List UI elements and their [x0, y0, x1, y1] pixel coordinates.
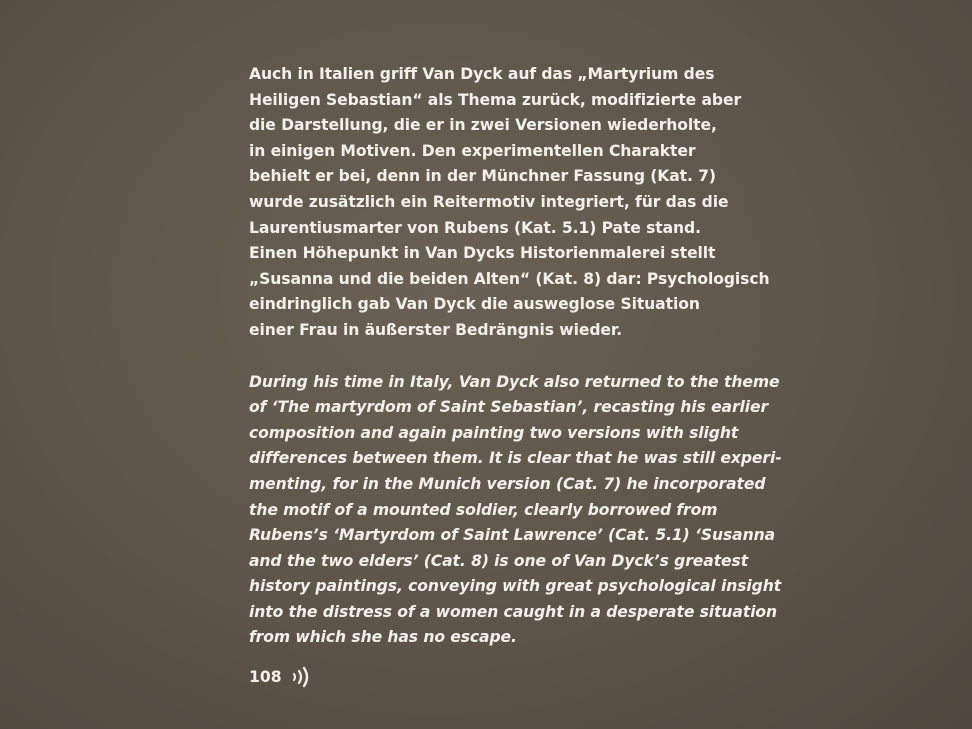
german-line: Heiligen Sebastian“ als Thema zurück, modifizierte aber	[249, 90, 742, 109]
english-line: menting, for in the Munich version (Cat. 7) he incorporated	[249, 474, 766, 493]
german-line: wurde zusätzlich ein Reitermotiv integriert, für das die	[249, 192, 729, 211]
german-line: in einigen Motiven. Den experimentellen Charakter	[249, 141, 696, 160]
english-line: into the distress of a women caught in a desperate situation	[249, 602, 778, 621]
audio-guide-marker	[249, 665, 749, 689]
german-line: Einen Höhepunkt in Van Dycks Historienmalerei stellt	[249, 244, 716, 263]
english-paragraph	[249, 370, 782, 652]
english-line: composition and again painting two versions with slight	[249, 423, 739, 442]
english-line: differences between them. It is clear that he was still experi-	[249, 449, 782, 468]
german-line: eindringlich gab Van Dyck die ausweglose Situation	[249, 295, 700, 314]
english-line: history paintings, conveying with great psychological insight	[249, 577, 782, 596]
audio-guide-number: 108	[249, 668, 282, 687]
german-paragraph	[249, 62, 770, 344]
german-line: behielt er bei, denn in der Münchner Fassung (Kat. 7)	[249, 167, 716, 186]
audio-guide-icon	[290, 665, 312, 689]
german-line: die Darstellung, die er in zwei Versionen wiederholte,	[249, 116, 717, 135]
english-line: the motif of a mounted soldier, clearly borrowed from	[249, 500, 718, 519]
german-line: einer Frau in äußerster Bedrängnis wieder.	[249, 320, 623, 339]
wall-text-panel	[249, 62, 782, 689]
english-line: During his time in Italy, Van Dyck also returned to the theme	[249, 372, 780, 391]
german-line: Auch in Italien griff Van Dyck auf das „Martyrium des	[249, 65, 715, 83]
english-line: and the two elders’ (Cat. 8) is one of Van Dyck’s greatest	[249, 551, 749, 570]
english-line: Rubens’s ‘Martyrdom of Saint Lawrence’ (Cat. 5.1) ‘Susanna	[249, 526, 776, 545]
german-line: „Susanna und die beiden Alten“ (Kat. 8) dar: Psychologisch	[249, 269, 770, 288]
english-line: from which she has no escape.	[249, 628, 517, 647]
english-line: of ‘The martyrdom of Saint Sebastian’, recasting his earlier	[249, 398, 769, 417]
german-line: Laurentiusmarter von Rubens (Kat. 5.1) Pate stand.	[249, 218, 701, 237]
